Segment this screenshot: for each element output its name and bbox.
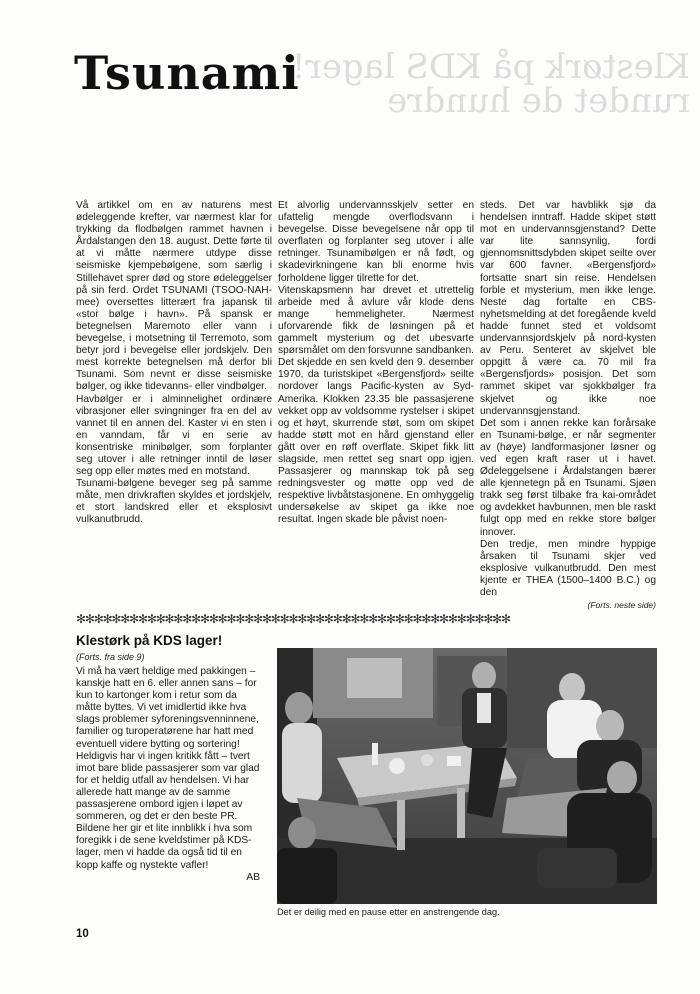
article-column-2 xyxy=(278,200,474,527)
continued-note: (Forts. neste side) xyxy=(587,600,656,611)
section-continued-from: (Forts. fra side 9) xyxy=(76,652,145,662)
author-signature: AB xyxy=(246,871,260,883)
bleed-line-1: Klestørk på KDS lager! xyxy=(291,47,690,87)
paragraph: Et alvorlig undervannsskjelv setter en ufattelig mengde overflodsvann i bevegelse. Disse bevegelsene når opp til overflaten og forplanter seg utover i alle retninger. Tsunamibølgen er nå født, og skadevirkningene kan bli enorme hvis forholdene ligger tilrette for det. xyxy=(278,200,474,284)
article-title: Tsunami xyxy=(74,46,300,100)
bleed-through-text xyxy=(291,47,690,121)
paragraph: Det som i annen rekke kan forårsake en Tsunami-bølge, er når segmenter av (høye) landformasjoner løsner og ved egen kraft raser ut i havet. Ødeleggelsene i Årdalstangen bærer alle kjennetegn på en Tsunami. Sjøen trakk seg først tilbake fra kai-området og avdekket havbunnen, men ble raskt fulgt opp med en rekke store bølger innover. xyxy=(480,417,656,538)
paragraph: Vitenskapsmenn har drevet et utrettelig arbeide med å avlure vår klode dens mange hemmeligheter. Nærmest uforvarende fikk de løsningen på et gammelt mysterium og det ubesvarte spørsmålet om den forsvunne sandbanken. xyxy=(278,284,474,357)
paragraph: Havbølger er i alminnelighet ordinære vibrasjoner eller svingninger fra en del av vannet til en annen del. Kaster vi en sten i en vanndam, får vi en serie av konsentriske minibølger, som forplanter seg utover i alle retninger inntil de løser seg opp eller møtes med en motstand. xyxy=(76,393,272,478)
paragraph: Bildene her gir et lite innblikk i hva som foregikk i de sene kveldstimer på KDS-lager, men vi hadde da også tid til en kopp kaffe og nystekte vafler! xyxy=(76,823,253,871)
section-title: Klestørk på KDS lager! xyxy=(76,633,223,648)
photo-caption: Det er deilig med en pause etter en anstrengende dag. xyxy=(277,907,500,917)
paragraph: Vi må ha vært heldige med pakkingen – kanskje hatt en 6. eller annen sans – for kun to kartonger kom i retur som da måtte byttes. Vi vet imidlertid ikke hva slags problemer syforeningsvenninnene, familier og turoperatørene har hatt med eventuell videre bytting og sortering! xyxy=(76,666,259,750)
page-number: 10 xyxy=(76,928,89,940)
paragraph: Det skjedde en sen kveld den 9. desember 1970, da turistskipet «Bergensfjord» seilte nordover langs Pacific-kysten av Syd-Amerika. Klokken 23.35 ble passasjerene vekket opp av voldsomme rystelser i skipet og et høyt, skurrende støt, som om skipet hadde støtt mot en hård gjenstand eller gått over en røff overflate. Skipet fikk litt slagside, men rettet seg snart opp igjen. Passasjerer og mannskap tok på seg redningsvester og møtte opp ved de respektive livbåtstasjonene. En omhyggelig undersøkelse av skipet ga ikke noe resultat. Ingen skade ble påvist noen- xyxy=(278,357,474,526)
paragraph: Tsunami-bølgene beveger seg på samme måte, men drivkraften skyldes et jordskjelv, et stort landskred eller et eksplosivt vulkanutbrudd. xyxy=(76,478,272,526)
photo-illustration xyxy=(277,648,657,904)
paragraph: steds. Det var havblikk sjø da hendelsen inntraff. Hadde skipet støtt mot en undervannsgjenstand? Dette var lite sannsynlig, fordi gjennomsnittsdybden skipet seilte over var 600 favner. «Bergensfjord» fortsatte snart sin reise. Hendelsen forble et mysterium, men ikke lenge. Neste dag fortalte en CBS-nyhetsmelding at det foregående kveld hadde funnet sted et voldsomt undervannsjordskjelv på nord-kysten av Peru. Senteret av skjelvet ble oppgitt å være ca. 70 mil fra «Bergensfjords» posisjon. Det som rammet skipet var sjokkbølger fra skjelvet og ikke noe undervannsgjenstand. xyxy=(480,200,656,417)
article-column-1 xyxy=(76,200,272,527)
paragraph: Den tredje, men mindre hyppige årsaken til Tsunami skjer ved eksplosive vulkanutbrudd. Den mest kjente er THEA (1500–1400 B.C.) og den xyxy=(480,538,656,598)
paragraph: Vå artikkel om en av naturens mest ødeleggende krefter, var nærmest klar for trykking da flodbølgen rammet havnen i Årdalstangen den 18. august. Dette førte til at vi måtte nærmere utdype disse seismiske kjempebølgene, som særlig i Stillehavet sprer død og store ødeleggelser på sin ferd. Ordet TSUNAMI (TSOO-NAH-mee) oversettes litterært fra japansk til «stor bølge i havn». På spansk er betegnelsen Maremoto eller vann i bevegelse, i motsetning til Terremoto, som betyr jord i bevegelse eller jordskjelv. Den mest korrekte betegnelsen må derfor bli Tsunami. Som nevnt er disse seismiske bølger, og ikke tidevanns- eller vindbølger. xyxy=(76,200,272,393)
ornament-divider: ✻✻✻✻✻✻✻✻✻✻✻✻✻✻✻✻✻✻✻✻✻✻✻✻✻✻✻✻✻✻✻✻✻✻✻✻✻✻✻✻✻✻✻✻✻✻✻✻✻ xyxy=(76,612,510,626)
bleed-line-2: rundet de hundre xyxy=(387,81,690,121)
article-column-3 xyxy=(480,200,656,611)
group-photo xyxy=(277,648,657,904)
section-body xyxy=(76,666,260,884)
paragraph: Heldigvis har vi ingen kritikk fått – tvert imot bare blide passasjerer som var glad for et heldig utfall av hendelsen. Vi har allerede hatt mange av de samme passasjerene ombord igjen i løpet av sommeren, og det er den beste PR. xyxy=(76,750,260,823)
